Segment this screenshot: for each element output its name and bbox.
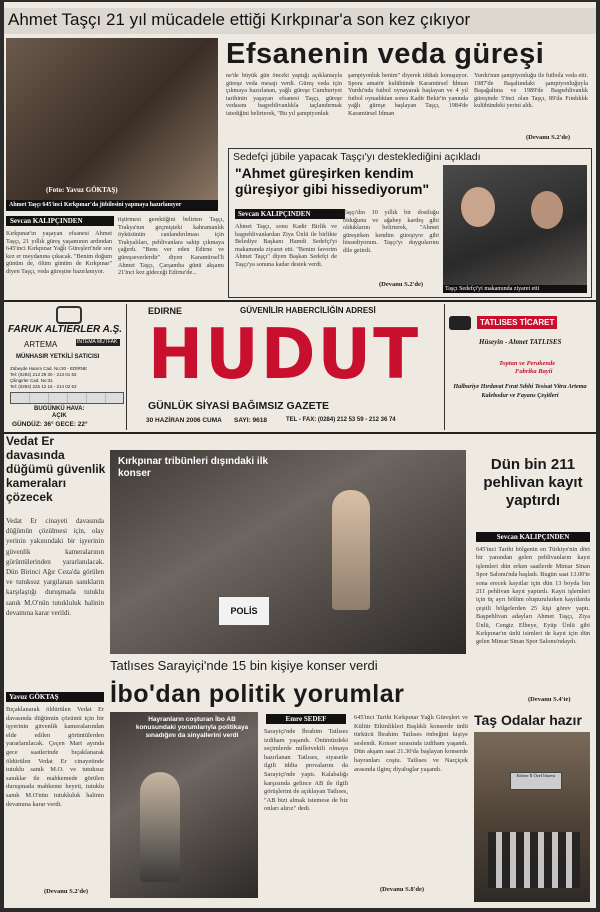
left-ad-sub1: ARTEMA <box>24 340 58 349</box>
masthead-phone: TEL - FAX: (0284) 212 53 59 - 212 36 74 <box>286 417 396 423</box>
left-ad-dealer: MÜNHASIR YETKİLİ SATICISI <box>16 354 100 360</box>
left-ad <box>6 304 127 430</box>
left-column-continued: (Devamı S.2'de) <box>44 888 89 895</box>
person-head-left <box>461 187 495 227</box>
left-column-body: Vedat Er cinayeti davasında düğümün çözülmesi için, olay yerinin yakınındaki bir işyerinin güvenlik kameralarının görüntülerinden yararlanılacak. Dün Birinci Ağır Ceza'da görülen ve tutuksuz yargılanan sanıkların karşılaştığı duruşmada tutuklu sanık M.O'nün tutukluluk halinin devamına karar verildi. <box>6 517 104 617</box>
masthead-slogan: GÜVENİLİR HABERCİLİĞİN ADRESİ <box>240 306 376 315</box>
left-column-headline: Vedat Er davasında düğümü güvenlik kameraları çözecek <box>6 434 106 504</box>
top-story-col2: tiştirmesi gerektiğini belirten Taşçı, Trakya'nın geçmişteki kahramanlık öyküsünün canlandırılması için Trakyalıları, pehlivanlara sahip çıkmaya çağırdı. "Bens ver eden Edirne ve güreşseverlerdir" diyen Karamürsel'li Ahmet Taşçı, Çarşamba günü akşamı 21'inci kez gideceği Edirne'de... <box>118 216 224 277</box>
masthead-row <box>4 300 596 434</box>
top-story-col5: Yurdu'nun şampiyonluğu ile futbola veda etti. 1987'de Başaltındaki şampiyonluğuyla Başağaltına ve 1989'de Başpehlivanlık güreşinde 5'inci olan Taşçı, 89'da Fındıklık kulübündeki yerini aldı. <box>474 72 588 110</box>
wrestlers-body: 645'inci Tarihi bölgenin en Türkiye'nin dört bir yanından gelen pehlivanların kayıt işlemleri dün erken saatlerde Mimar Sinan Spor Salonu'nda başladı. Bugün saat 13.00'te sona erecek kayıtlar için dün 13 boyda bin 211 pehlivan kayıt yaptırdı. Kayıt işlemleri için üç ayrı bölüm oluşturulurken kayıtlarda çeşitli bölgelerden 25 kişi görev yaptı. Başpehlivan adayları Ahmet Taşçı, Ziya Ünlü, Cengiz Elbeye, Eyüp Ünlü gibi Kırkpınar'ın ünlü isimleri de kayıt için dün gelen Mimar Sinan Spor Salonu'ndaydı. <box>476 546 590 646</box>
headline-small: Ahmet Taşçı 21 yıl mücadele ettiği Kırkpınar'a son kez çıkıyor <box>8 10 471 29</box>
wrestling-photo <box>6 38 218 200</box>
jubilee-photo-caption: Taşçı Sedefçi'yi makamında ziyaret etti <box>443 285 587 293</box>
jubilee-box <box>228 148 592 298</box>
jubilee-headline: "Ahmet güreşirken kendim güreşiyor gibi hissediyorum" <box>235 165 430 197</box>
jubilee-kicker: Sedefçi jübile yapacak Taşçı'yı desteklediğini açıkladı <box>233 151 481 163</box>
top-story-col1: Kırkpınar'ın yaşayan efsanesi Ahmet Taşçı, 21 yıllık güreş yaşamının ardından 645'inci Kırkpınar Yağlı Güreşleri'nde son kez er meydanına çıkacak. "Benim doğum günüm de, ölüm günüm de Kırkpınar" diyen Taşçı, veda güreşine hazırlanıyor. <box>6 230 112 275</box>
right-ad-tagline1: Toptan ve Perakende <box>499 360 556 367</box>
left-ad-sub2: İNTEMA MUTFAK <box>76 339 120 346</box>
top-story-col4: şampiyonluk benim" diyerek iddialı konuşuyor. Spora amatör kulübünde Karamürsel İdman Yurdu'nda futbol oynayarak başlayan ve 4 yıl futbol oynadıktan sonra Kadir Bekir'in yanında yağlı güreşe başlayan Taşçı, 1984'de Karamürsel İdman <box>348 72 468 117</box>
jubilee-continued: (Devamı S.2'de) <box>379 281 424 288</box>
singer-photo-caption: Hayranların coşturan İbo AB konusundaki yorumlarıyla politikaya sınadığını da sinyallerini verdi <box>135 716 249 739</box>
left-ad-address3: Çilingirler Cad. No:31 <box>10 378 53 383</box>
photo-caption-bar <box>6 200 218 211</box>
wrestlers-headline: Dün bin 211 pehlivan kayıt yaptırdı <box>483 456 583 509</box>
concert-photo <box>110 450 466 654</box>
top-story-col3: ne'de büyük gün önceki yaptığı açıklamayla güreşe veda mesajı verdi. Güreş veda için çıkmaya hazırlanan, yağlı güreşe Cumhuriyet tarihinin yaşayan efsanesi Taşçı, güreşe vedasını başpehlivanlıkla taçlandırmak istediğini belirterek, "Bu yıl şampiyonluk <box>226 72 342 117</box>
police-sign <box>218 596 270 626</box>
left-column-byline: Yavuz GÖKTAŞ <box>6 692 104 702</box>
top-story-continued: (Devamı S.2'de) <box>526 134 571 141</box>
jubilee-photo <box>443 165 587 285</box>
right-ad-brand: TATLISES TİCARET <box>477 316 557 329</box>
rooms-sign-text: Edirne İl Özel İdaresi <box>516 773 556 778</box>
police-sign-text: POLİS <box>230 606 258 616</box>
person-head-right <box>531 191 563 229</box>
concert-photo-caption: Kırkpınar tribünleri dışındaki ilk konser <box>118 456 269 479</box>
concert-headline: İbo'dan politik yorumlar <box>110 680 405 708</box>
rooms-photo <box>474 732 590 902</box>
rooms-sign <box>510 772 562 790</box>
rooms-people <box>488 832 580 888</box>
masthead-date: 30 HAZİRAN 2006 CUMA <box>146 417 222 424</box>
right-ad-products: Halburiye Hırdavat Fırat Sıhhi Tesisat Vitra Artema Kalebodur ve Fayans Çeşitleri <box>453 383 587 399</box>
right-ad-tagline2: Fabrika Bayii <box>515 368 553 375</box>
headline-big: Efsanenin veda güreşi <box>226 38 545 70</box>
singer-photo <box>110 712 258 898</box>
top-banner <box>4 8 596 34</box>
faruk-logo-icon <box>56 306 82 324</box>
right-ad <box>444 304 595 430</box>
jubilee-col1: Ahmet Taşçı, sonu Kadir Birlik ve başpehlivanlardan Ziya Ünlü ile birlikte Belediye Başkanı Hamdi Sedefçi'yi makamında ziyaret etti. "Benim favorim Ahmet Taşçı" diyen Başkan Sedefçi de Taşçı'ya sonuna kadar destek verdi. <box>235 223 337 268</box>
left-ad-brand: FARUK ALTIERLER A.Ş. <box>8 324 123 335</box>
singer-figure <box>140 772 180 882</box>
concert-continued: (Devamı S.8'de) <box>380 886 425 893</box>
top-story-byline: Sevcan KALIPÇINDEN <box>6 216 114 226</box>
wrestlers-continued: (Devamı S.4'te) <box>528 696 571 703</box>
masthead-subtitle: GÜNLÜK SİYASİ BAĞIMSIZ GAZETE <box>148 400 330 412</box>
wrestlers-byline: Sevcan KALIPÇINDEN <box>476 532 590 542</box>
left-ad-address2: Tel: (0284) 213 29 30 - 213 01 62 <box>10 372 77 377</box>
concert-kicker: Tatlıses Sarayiçi'nde 15 bin kişiye konser verdi <box>110 658 378 673</box>
weather-temp: GÜNDÜZ: 36° GECE: 22° <box>12 421 88 428</box>
masthead-issue: SAYI: 9618 <box>234 417 268 424</box>
prayer-times-table <box>10 392 124 404</box>
left-ad-address4: Tel: (0284) 225 12 16 - 214 02 53 <box>10 384 77 389</box>
dancer-figure <box>332 490 370 610</box>
concert-col2: 645'inci Tarihi Kırkpınar Yağlı Güreşleri ve Kültür Etkinlikleri Başlıklı konserde ünlü türkücü İbrahim Tatlıses önbeğini kişiye seslendi. Konser sırasında izdiham yaşandı. Dün akşam saat 21.30'da başlayan konserde hayranları coştu. Tatlıses ve Narçiçek arasında ilginç diyaloglar yaşandı. <box>354 714 468 773</box>
concert-byline: Emre SEDEF <box>266 714 346 724</box>
photo-caption: Ahmet Taşçı 645'inci Kırkpınar'da jübilesini yapmaya hazırlanıyor <box>9 202 182 208</box>
photo-credit: (Foto: Yavuz GÖKTAŞ) <box>46 186 118 194</box>
masthead-center <box>128 302 440 432</box>
concert-col1: Sarayiçi'nde İbrahim Tatlıses izdiham yaşandı. Önümüzdeki seçimlerde milletvekili olmaya hazırlanan Tatlıses, siyasetle ilgili iddia provalarını da Sarayiçi'nde yaptı. Kalabalığı karşısında gelince AB ile ilgili görüşlerini de açıklayan Tatlıses, "AB bizi almak istemese de biz onları alırız" dedi. <box>264 728 348 813</box>
jubilee-byline: Sevcan KALIPÇINDEN <box>235 209 345 219</box>
masthead-city: EDIRNE <box>148 306 183 316</box>
rooms-headline: Taş Odalar hazır <box>474 712 582 728</box>
jubilee-col2: Taşçı'dın 10 yıllık bir dostluğu olduğunu ve ağabey kardeş gibi olduklarını belirterek, "Ahmet güreşirken kendim güreşiyor gibi hissediyorum. Taşçı'yı duygularımı dile getirdi. <box>343 209 439 254</box>
left-column-body2: Bıçaklanarak öldürülen Vedat Er davasında düğümün çözümü için bir işyerinin güvenlik kameralarından elde edilen görüntülerden yararlanılacak. Çeçen Mart ayında gece saatlerinde bıçaklanarak öldürülen Vedat Er cinayetinde tutuklu sanık M.O. ve tutuksuz sanıklar ile mahkemede görülen duruşmada mahkeme heyeti, tutuklu sanık M.O'nün tutukluluk halinin devamına karar verdi. <box>6 706 104 808</box>
right-ad-owners: Hüseyin - Ahmet TATLISES <box>479 338 562 346</box>
weather-value: AÇIK <box>52 413 67 419</box>
tatlises-logo-icon <box>449 316 471 330</box>
weather-label: BUGÜNKÜ HAVA: <box>34 406 85 412</box>
newspaper-front-page <box>4 2 596 908</box>
masthead-title: HUDUT <box>147 314 421 395</box>
left-ad-address1: Zübeyde Hanım Cad. No:30 - EDİRNE <box>10 366 88 371</box>
